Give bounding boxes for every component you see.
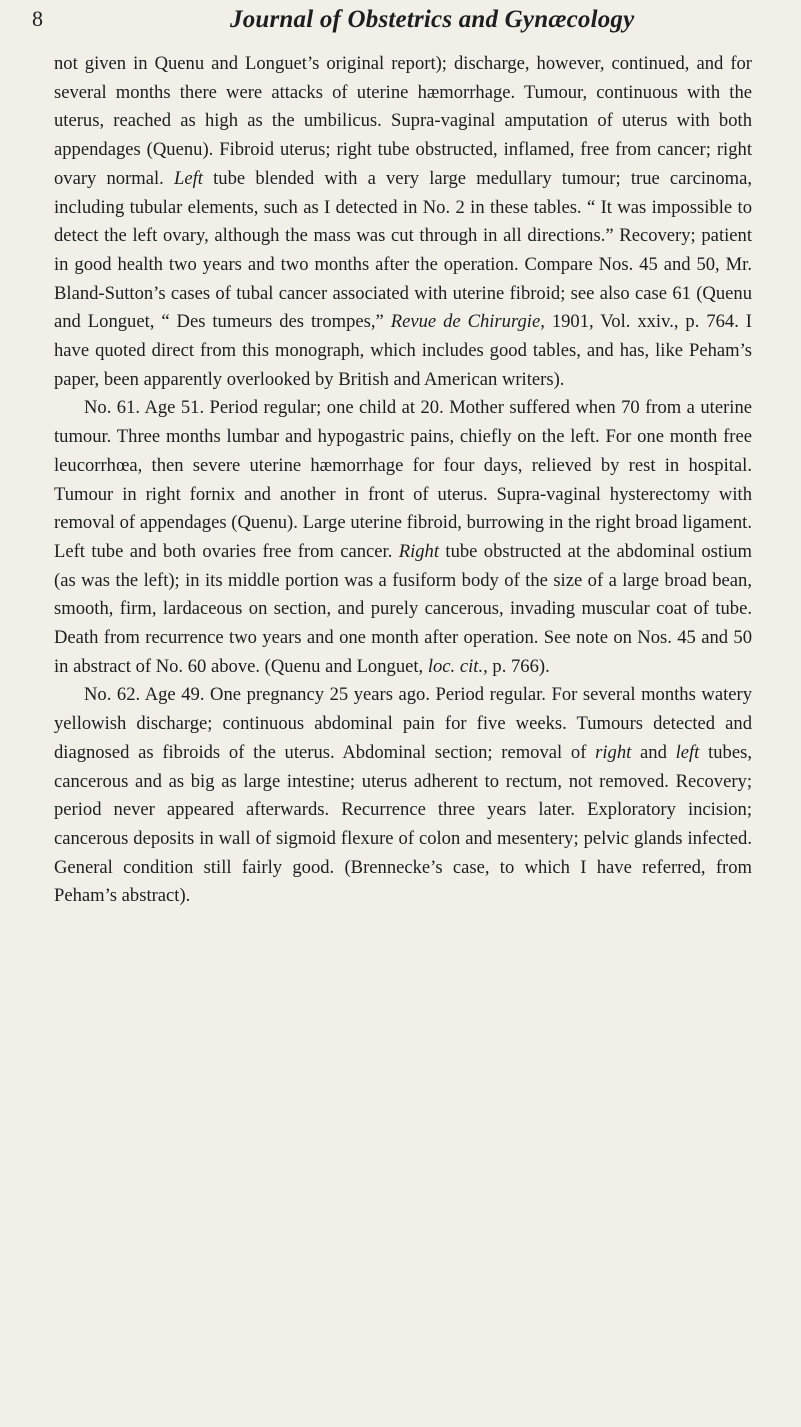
page-header bbox=[28, 4, 761, 44]
text-run: No. 62. Age 49. One pregnancy 25 years ago. Period regular. For several months watery yellowish discharge; continuous abdominal pain for five weeks. Tumours detected and diagnosed as fibroids of the uterus. Abdominal section; removal of bbox=[54, 684, 752, 763]
italic-text: right bbox=[595, 741, 632, 763]
italic-text: Right bbox=[398, 540, 440, 562]
text-run: p. 766). bbox=[487, 655, 550, 677]
page-number: 8 bbox=[32, 6, 43, 31]
text-run: 1901, Vol. xxiv., p. 764. I have quoted direct from this monograph, which includes good tables, and has, like Peham’s paper, been apparently overlooked by British and American writers). bbox=[54, 311, 752, 390]
italic-text: Left bbox=[174, 167, 203, 189]
text-run: tubes, cancerous and as big as large intestine; uterus adherent to rectum, not removed. Recovery; period never appeared afterwards. Recurrence three years later. Exploratory incision; cancerous deposits in wall of sigmoid flexure of colon and mesentery; pelvic glands infected. General condition still fairly good. (Brennecke’s case, to which I have referred, from Peham’s abstract). bbox=[54, 741, 752, 907]
italic-text: Revue de Chirurgie, bbox=[390, 311, 545, 333]
running-title: Journal of Obstetrics and Gynæcology bbox=[230, 6, 635, 33]
paragraph-continued bbox=[54, 50, 752, 394]
italic-text: loc. cit., bbox=[427, 655, 488, 677]
text-run: and bbox=[631, 741, 676, 763]
body-text bbox=[54, 50, 752, 911]
paragraph-case-61 bbox=[54, 394, 752, 681]
paragraph-case-62 bbox=[54, 681, 752, 911]
text-run: tube obstructed at the abdominal ostium (as was the left); in its middle portion was a fusiform body of the size of a large broad bean, smooth, firm, lardaceous on section, and purely cancerous, invading muscular coat of tube. Death from recurrence two years and one month after operation. See note on Nos. 45 and 50 in abstract of No. 60 above. (Quenu and Longuet, bbox=[54, 540, 752, 677]
text-run: not given in Quenu and Longuet’s original report); discharge, however, continued, and for several months there were attacks of uterine hæmorrhage. Tumour, continuous with the uterus, reached as high as the umbilicus. Supra-vaginal amputation of uterus with both appendages (Quenu). Fibroid uterus; right tube obstructed, inflamed, free from cancer; right ovary normal. bbox=[54, 53, 752, 189]
text-run: No. 61. Age 51. Period regular; one child at 20. Mother suffered when 70 from a uterine tumour. Three months lumbar and hypogastric pains, chiefly on the left. For one month free leucorrhœa, then severe uterine hæmorrhage for four days, relieved by rest in hospital. Tumour in right fornix and another in front of uterus. Supra-vaginal hysterectomy with removal of appendages (Quenu). Large uterine fibroid, burrowing in the right broad ligament. Left tube and both ovaries free from cancer. bbox=[54, 397, 752, 562]
italic-text: left bbox=[675, 741, 700, 763]
text-run: tube blended with a very large medullary tumour; true carcinoma, including tubular elements, such as I detected in No. 2 in these tables. “ It was impossible to detect the left ovary, although the mass was cut through in all directions.” Recovery; patient in good health two years and two months after the operation. Compare Nos. 45 and 50, Mr. Bland-Sutton’s cases of tubal cancer associated with uterine fibroid; see also case 61 (Quenu and Longuet, “ Des tumeurs des trompes,” bbox=[54, 167, 752, 333]
